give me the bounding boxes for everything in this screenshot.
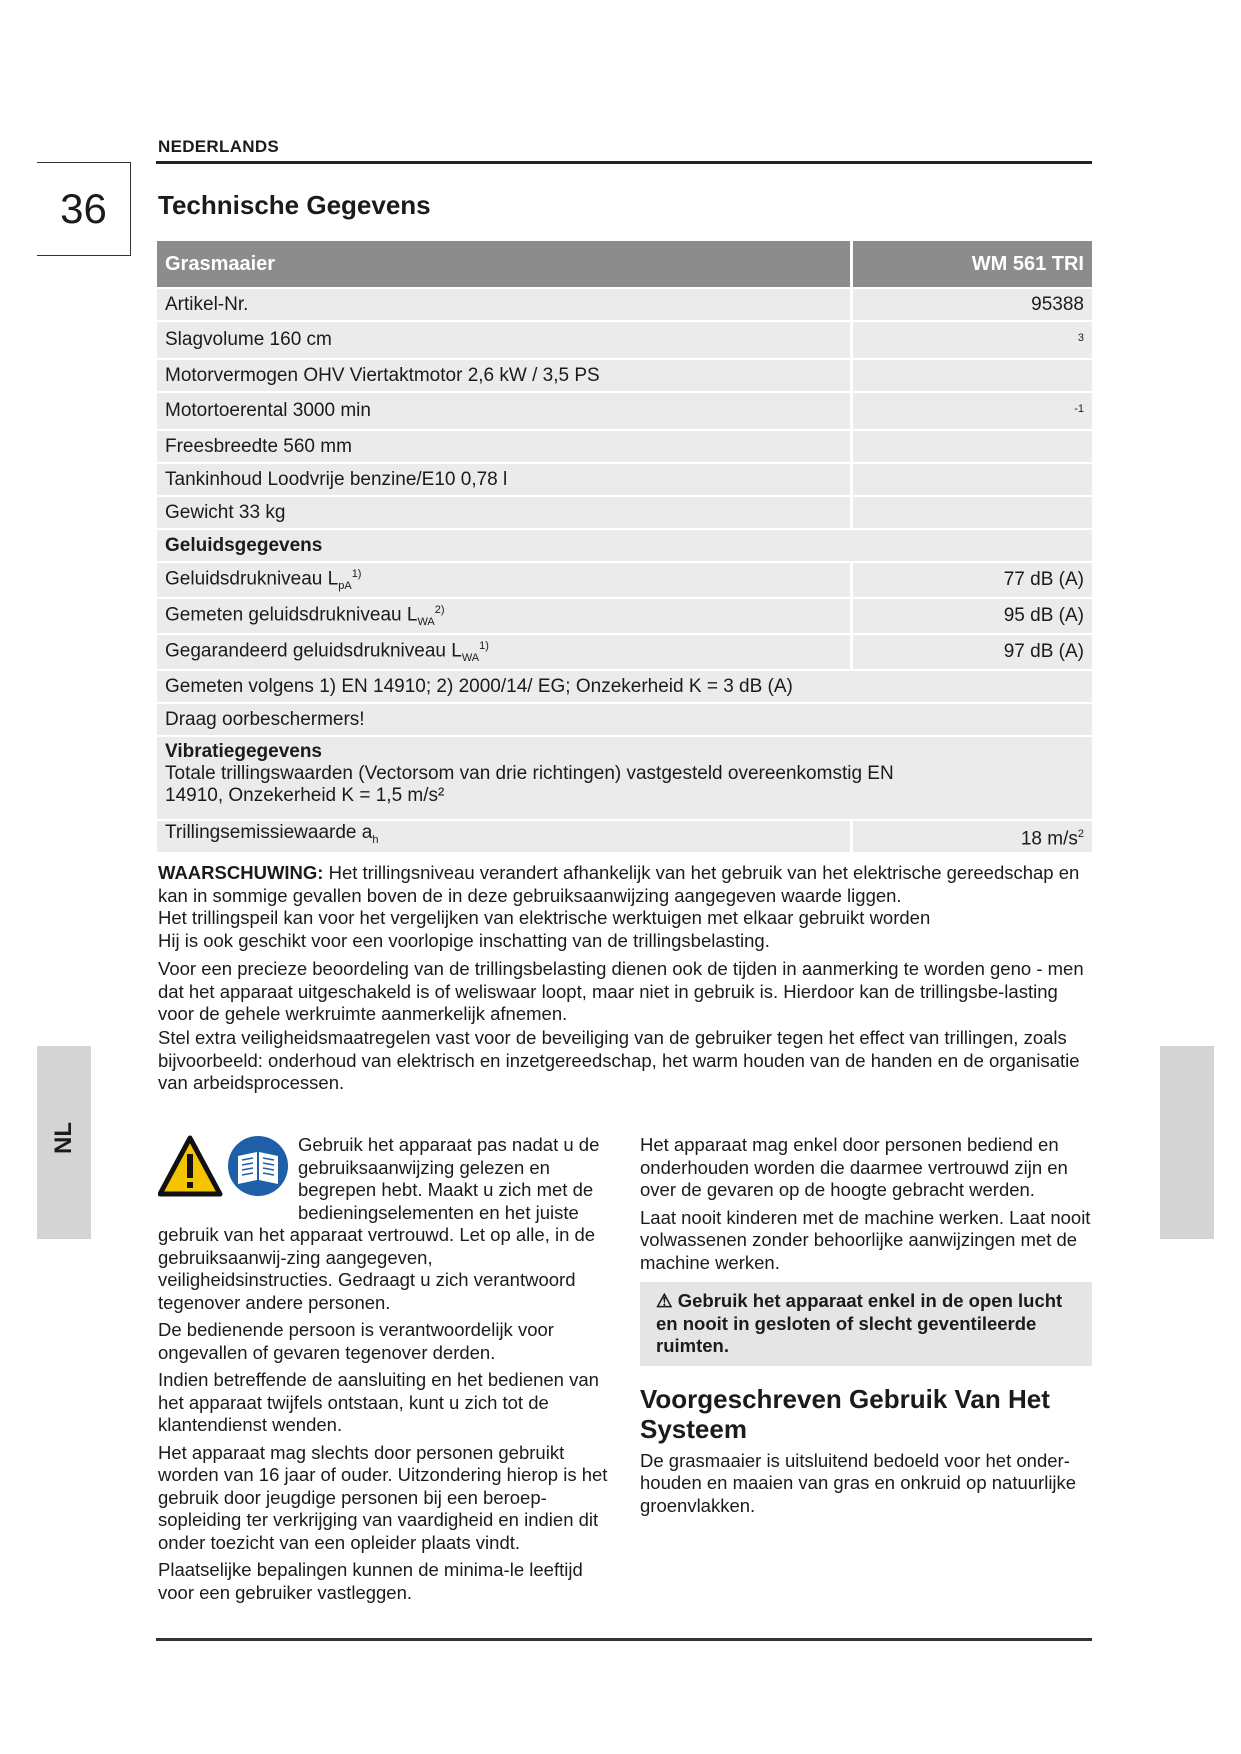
warning-text: Het trillingsniveau verandert afhankelijk van het gebruik van het elektrische gereedschap en kan in sommige gevallen boven de in deze gebruiksaanwijzing aangegeven waarde liggen. <box>158 862 1080 906</box>
ventilation-warning-box <box>640 1282 1092 1366</box>
table-header-label: Grasmaaier <box>157 241 850 289</box>
table-row <box>157 599 1092 635</box>
table-row <box>157 464 1092 497</box>
row-label: Motortoerental 3000 min <box>157 393 850 431</box>
row-value-text: 18 m/s <box>1020 828 1078 850</box>
row-label <box>157 599 850 635</box>
measured-note: Gemeten volgens 1) EN 14910; 2) 2000/14/ EG; Onzekerheid K = 3 dB (A) <box>157 671 1092 704</box>
ear-protection-note: Draag oorbeschermers! <box>157 704 1092 737</box>
safety-icons <box>158 1134 292 1202</box>
table-header-row <box>157 241 1092 289</box>
intended-use-heading: Voorgeschreven Gebruik Van Het Systeem <box>640 1383 1050 1444</box>
right-side-tab <box>1160 1046 1214 1239</box>
row-label-text: Geluidsdrukniveau L <box>165 568 339 590</box>
row-value <box>850 431 1092 464</box>
row-label-sup: 1) <box>351 568 362 580</box>
right-paragraph: Het apparaat mag enkel door personen bediend en onderhouden worden die daarmee vertrouwd zijn en over de gevaren op de hoogte gebracht werden. <box>640 1134 1068 1200</box>
left-paragraph: Indien betreffende de aansluiting en het bedienen van het apparaat twijfels ontstaan, kunt u zich tot de klantendienst wenden. <box>158 1369 599 1435</box>
table-subheading-row <box>157 530 1092 563</box>
row-value: 77 dB (A) <box>850 563 1092 599</box>
left-paragraph: Het apparaat mag slechts door personen gebruikt worden van 16 jaar of ouder. Uitzondering hierop is het gebruik door jeugdige personen bij een beroep-sopleiding ter verkrijging van vaardigheid en indien dit onder toezicht van een opleider plaats vindt. <box>158 1441 608 1553</box>
warning-lead: WAARSCHUWING: <box>158 862 324 883</box>
row-label: Motorvermogen OHV Viertaktmotor 2,6 kW / 3,5 PS <box>157 360 850 393</box>
row-label: Tankinhoud Loodvrije benzine/E10 0,78 l <box>157 464 850 497</box>
row-value <box>850 497 1092 530</box>
top-divider <box>156 161 1092 164</box>
row-label: Artikel-Nr. <box>157 289 850 322</box>
right-column <box>640 1134 1092 1522</box>
row-label-text: Trillingsemissiewaarde a <box>165 822 373 844</box>
row-label-sub: h <box>372 834 379 847</box>
left-paragraph: De bedienende persoon is verantwoordelijk voor ongevallen of gevaren tegenover derden. <box>158 1319 554 1363</box>
right-paragraph: De grasmaaier is uitsluitend bedoeld voor het onder-houden en maaien van gras en onkruid op natuurlijke groenvlakken. <box>640 1449 1077 1516</box>
language-tab-label: NL <box>50 1122 77 1154</box>
ventilation-warning-text: Gebruik het apparaat enkel in de open lucht en nooit in gesloten of slecht geventileerde ruimten. <box>656 1290 1063 1356</box>
table-row <box>157 704 1092 737</box>
table-row <box>157 737 1092 821</box>
table-row <box>157 289 1092 322</box>
vibration-heading: Vibratiegegevens <box>165 741 323 763</box>
row-label <box>157 821 850 854</box>
row-label: Freesbreedte 560 mm <box>157 431 850 464</box>
row-value: -1 <box>850 393 1092 431</box>
row-label <box>157 563 850 599</box>
table-row <box>157 563 1092 599</box>
warning-paragraph-3: Hij is ook geschikt voor een voorlopige inschatting van de trillingsbelasting. <box>158 930 770 951</box>
vibration-block <box>157 737 1092 821</box>
table-row <box>157 671 1092 704</box>
vibration-text: Totale trillingswaarden (Vectorsom van drie richtingen) vastgesteld overeenkomstig EN 14910, Onzekerheid K = 1,5 m/s² <box>165 763 894 807</box>
row-value <box>850 360 1092 393</box>
table-row <box>157 635 1092 671</box>
row-label-text: Gemeten geluidsdrukniveau L <box>165 604 418 626</box>
table-row <box>157 431 1092 464</box>
row-label-text: Gegarandeerd geluidsdrukniveau L <box>165 640 462 662</box>
table-row <box>157 360 1092 393</box>
noise-heading: Geluidsgegevens <box>157 530 1092 563</box>
row-value <box>850 464 1092 497</box>
row-value: 95388 <box>850 289 1092 322</box>
warning-paragraph-4: Voor een precieze beoordeling van de trillingsbelasting dienen ook de tijden in aanmerking te worden geno - men dat het apparaat uitgeschakeld is of weliswaar loopt, maar niet in gebruik is. Hierdoor kan de trillingsbe-lasting voor de gehele werkruimte aanmerkelijk afnemen. <box>158 958 1084 1024</box>
warning-paragraph-2: Het trillingspeil kan voor het vergelijken van elektrische werktuigen met elkaar gebruikt worden <box>158 907 931 928</box>
spec-table <box>157 241 1092 854</box>
row-label: Slagvolume 160 cm <box>157 322 850 360</box>
bottom-divider <box>156 1638 1092 1641</box>
row-label-sup: 2) <box>434 604 445 617</box>
warning-icon <box>158 1134 292 1202</box>
row-value <box>850 821 1092 854</box>
left-column <box>158 1134 608 1609</box>
right-paragraph: Laat nooit kinderen met de machine werken. Laat nooit volwassenen zonder behoorlijke aanwijzingen met de machine werken. <box>640 1206 1091 1273</box>
page-number: 36 <box>37 162 131 256</box>
section-label: NEDERLANDS <box>158 137 280 156</box>
table-row <box>157 497 1092 530</box>
row-label-sup: 1) <box>479 640 489 653</box>
row-label <box>157 635 850 671</box>
warning-paragraph-5: Stel extra veiligheidsmaatregelen vast voor de beveiliging van de gebruiker tegen het effect van trillingen, zoals bijvoorbeeld: onderhoud van elektrisch en inzetgereedschap, het warm houden van de handen en de organisatie van arbeidsprocessen. <box>158 1027 1080 1093</box>
row-value: 3 <box>850 322 1092 360</box>
row-value: 97 dB (A) <box>850 635 1092 671</box>
warning-triangle-icon: ⚠ <box>656 1290 673 1311</box>
left-paragraph: Gebruik het apparaat pas nadat u de gebruiksaanwijzing gelezen en begrepen hebt. Maakt u zich met de bedieningselementen en het juiste gebruik van het apparaat vertrouwd. Let op alle, in de gebruiksaanwij-zing aangegeven, veiligheidsinstructies. Gedraagt u zich verantwoord tegenover andere personen. <box>158 1134 600 1313</box>
row-value-sup: 2 <box>1077 828 1084 841</box>
row-label-sub: pA <box>338 580 352 593</box>
row-value: 95 dB (A) <box>850 599 1092 635</box>
page-title: Technische Gegevens <box>158 190 431 220</box>
row-label: Gewicht 33 kg <box>157 497 850 530</box>
warning-paragraph <box>158 862 1088 907</box>
table-row <box>157 393 1092 431</box>
table-row <box>157 322 1092 360</box>
table-header-model: WM 561 TRI <box>850 241 1092 289</box>
left-paragraph: Plaatselijke bepalingen kunnen de minima-le leeftijd voor een gebruiker vastleggen. <box>158 1559 583 1603</box>
row-label-sub: WA <box>461 652 480 665</box>
row-label-sub: WA <box>417 616 435 629</box>
table-row <box>157 821 1092 854</box>
